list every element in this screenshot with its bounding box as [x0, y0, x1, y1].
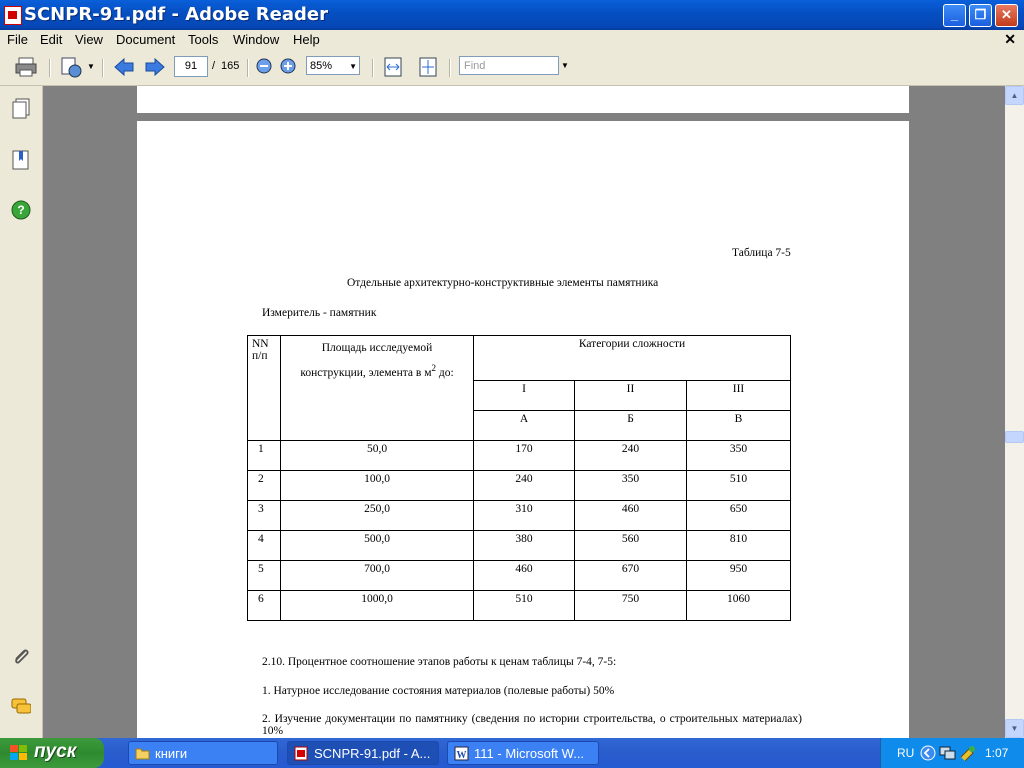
menu-help[interactable]: Help	[293, 32, 320, 47]
paragraph-2-10: 2.10. Процентное соотношение этапов работы к ценам таблицы 7-4, 7-5:	[262, 656, 617, 668]
find-input[interactable]: Find	[459, 56, 559, 75]
cell-n: 1	[248, 441, 281, 471]
table-row	[248, 501, 791, 531]
category-roman: I	[474, 381, 575, 411]
toolbar-separator	[372, 59, 374, 77]
document-viewport[interactable]	[43, 86, 1005, 738]
table-row	[248, 531, 791, 561]
cell-n: 4	[248, 531, 281, 561]
vertical-scrollbar[interactable]	[1005, 86, 1024, 738]
header-categories: Категории сложности	[474, 336, 791, 381]
toolbar-separator	[102, 59, 104, 77]
minimize-button[interactable]: _	[943, 4, 966, 27]
safely-remove-hardware-icon[interactable]	[959, 745, 977, 761]
cell-c: 650	[687, 501, 791, 531]
svg-text:?: ?	[17, 203, 25, 217]
task-label: 111 - Microsoft W...	[474, 746, 585, 761]
toolbar-separator	[449, 59, 451, 77]
language-indicator[interactable]: RU	[897, 746, 915, 760]
tray-expand-icon[interactable]	[920, 745, 936, 761]
header-area: Площадь исследуемой конструкции, элемента в $м^2$ до:	[281, 336, 474, 441]
taskbar	[0, 738, 1024, 768]
title-bar	[0, 0, 1024, 30]
pdf-icon	[294, 746, 309, 761]
previous-page-bottom	[137, 86, 909, 113]
task-label: SCNPR-91.pdf - A...	[314, 746, 431, 761]
paragraph-item-1: 1. Натурное исследование состояния материалов (полевые работы) 50%	[262, 685, 615, 697]
task-books-folder[interactable]	[128, 741, 278, 765]
previous-page-icon[interactable]	[113, 57, 135, 77]
comments-icon[interactable]	[11, 696, 31, 718]
cell-c: 810	[687, 531, 791, 561]
restore-button[interactable]: ❐	[969, 4, 992, 27]
task-microsoft-word[interactable]	[447, 741, 599, 765]
table-row	[248, 591, 791, 621]
cell-a: 510	[474, 591, 575, 621]
cell-area: 500,0	[281, 531, 474, 561]
zoom-value: 85%	[310, 60, 333, 72]
fit-page-icon[interactable]	[418, 56, 438, 78]
scroll-thumb[interactable]	[1005, 431, 1024, 443]
scroll-down-icon[interactable]: ▼	[1005, 719, 1024, 738]
chevron-down-icon: ▼	[349, 62, 357, 71]
toolbar	[0, 50, 1024, 86]
windows-flag-icon	[10, 745, 28, 761]
category-roman: III	[687, 381, 791, 411]
cell-c: 510	[687, 471, 791, 501]
cell-b: 350	[575, 471, 687, 501]
navigation-panel	[0, 86, 43, 738]
task-adobe-reader[interactable]	[287, 741, 439, 765]
page-total: 165	[221, 60, 240, 72]
cell-a: 380	[474, 531, 575, 561]
cell-n: 5	[248, 561, 281, 591]
table-row	[248, 471, 791, 501]
header-nn: NN п/п	[248, 336, 281, 441]
menu-tools[interactable]: Tools	[188, 32, 219, 47]
word-icon	[454, 746, 469, 761]
page-number-input[interactable]: 91	[174, 56, 208, 77]
measure-unit: Измеритель - памятник	[262, 307, 377, 319]
cell-area: 1000,0	[281, 591, 474, 621]
cell-area: 250,0	[281, 501, 474, 531]
cell-n: 3	[248, 501, 281, 531]
document-close-icon[interactable]: ✕	[1004, 31, 1016, 47]
category-roman: II	[575, 381, 687, 411]
start-button[interactable]	[0, 738, 104, 768]
cell-n: 2	[248, 471, 281, 501]
price-table	[247, 335, 791, 621]
cell-b: 240	[575, 441, 687, 471]
fit-width-icon[interactable]	[383, 56, 403, 78]
menu-bar	[0, 30, 1024, 50]
find-dropdown-icon[interactable]: ▼	[561, 61, 569, 70]
scroll-up-icon[interactable]: ▲	[1005, 86, 1024, 105]
help-icon[interactable]	[11, 199, 31, 221]
cell-a: 170	[474, 441, 575, 471]
menu-edit[interactable]: Edit	[40, 32, 63, 47]
table-number: Таблица 7-5	[732, 247, 791, 259]
cell-area: 700,0	[281, 561, 474, 591]
cell-b: 560	[575, 531, 687, 561]
print-icon[interactable]	[14, 56, 38, 78]
cell-area: 100,0	[281, 471, 474, 501]
system-tray	[880, 738, 1024, 768]
table-row	[248, 441, 791, 471]
cell-n: 6	[248, 591, 281, 621]
pages-icon[interactable]	[11, 98, 31, 120]
cell-c: 350	[687, 441, 791, 471]
toolbar-separator	[49, 59, 51, 77]
pdf-app-icon	[4, 6, 22, 25]
table-caption: Отдельные архитектурно-конструктивные элементы памятника	[347, 277, 659, 289]
cell-a: 310	[474, 501, 575, 531]
clock: 1:07	[985, 746, 1009, 760]
task-label: книги	[155, 746, 188, 761]
category-letter: Б	[575, 411, 687, 441]
next-page-icon[interactable]	[144, 57, 166, 77]
category-letter: В	[687, 411, 791, 441]
svg-text:W: W	[456, 750, 467, 761]
cell-c: 1060	[687, 591, 791, 621]
cell-a: 460	[474, 561, 575, 591]
cell-a: 240	[474, 471, 575, 501]
attachments-icon[interactable]	[11, 646, 31, 668]
cell-b: 670	[575, 561, 687, 591]
send-icon[interactable]	[58, 55, 84, 79]
menu-file[interactable]: File	[7, 32, 28, 47]
start-label: пуск	[34, 741, 77, 762]
page-separator: /	[212, 60, 216, 72]
zoom-in-icon[interactable]	[280, 58, 297, 75]
pdf-page	[137, 121, 909, 738]
folder-icon	[135, 746, 150, 761]
toolbar-separator	[247, 59, 249, 77]
bookmarks-icon[interactable]	[11, 149, 31, 171]
zoom-out-icon[interactable]	[256, 58, 273, 75]
zoom-select[interactable]	[306, 56, 360, 75]
cell-b: 750	[575, 591, 687, 621]
window-title: SCNPR-91.pdf - Adobe Reader	[24, 4, 328, 25]
network-icon[interactable]	[939, 745, 957, 761]
menu-document[interactable]: Document	[116, 32, 176, 47]
menu-window[interactable]: Window	[233, 32, 280, 47]
category-letter: А	[474, 411, 575, 441]
cell-c: 950	[687, 561, 791, 591]
menu-view[interactable]: View	[75, 32, 103, 47]
cell-b: 460	[575, 501, 687, 531]
cell-area: 50,0	[281, 441, 474, 471]
send-dropdown-icon[interactable]: ▼	[87, 62, 95, 71]
table-row	[248, 561, 791, 591]
close-button[interactable]: ✕	[995, 4, 1018, 27]
paragraph-item-2: 2. Изучение документации по памятнику (сведения по истории строительства, о строительных материалах) 10%	[262, 713, 802, 737]
